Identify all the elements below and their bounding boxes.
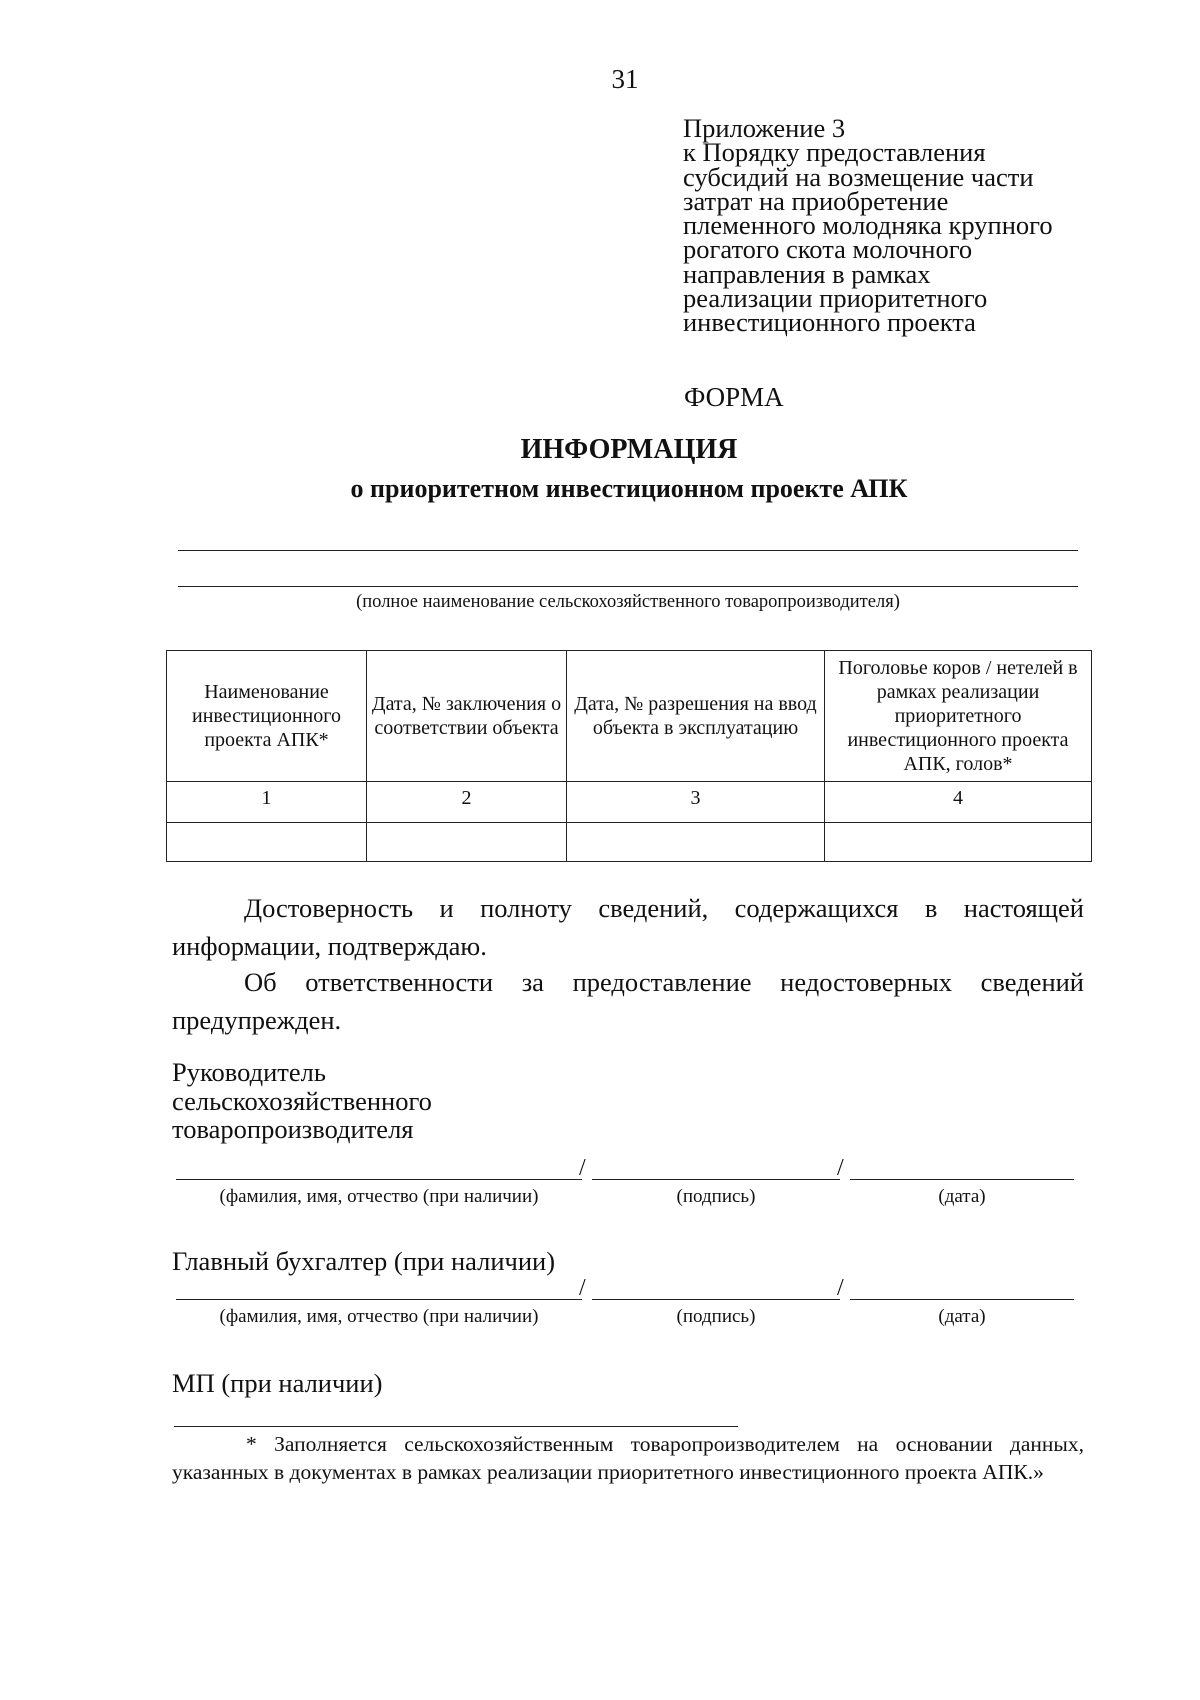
- responsibility-paragraph: [172, 963, 1084, 1039]
- table-input-cell[interactable]: [367, 823, 567, 862]
- producer-name-line-1[interactable]: [178, 550, 1078, 551]
- separator: /: [837, 1155, 844, 1181]
- table-number-cell: 1: [167, 782, 367, 823]
- table-header-cell: Наименование инвестиционного проекта АПК*: [167, 651, 367, 782]
- table-header-cell: Дата, № разрешения на ввод объекта в эксплуатацию: [567, 651, 825, 782]
- appendix-line: субсидий на возмещение части: [683, 161, 1034, 192]
- accountant-signature-field[interactable]: [592, 1275, 840, 1300]
- head-signer-label: [172, 1058, 432, 1144]
- table-input-cell[interactable]: [825, 823, 1092, 862]
- document-title: ИНФОРМАЦИЯ: [520, 434, 738, 465]
- head-name-field[interactable]: [176, 1155, 582, 1180]
- appendix-line: Приложение 3: [683, 113, 846, 143]
- head-signature-row: [176, 1140, 1074, 1180]
- head-signer-line: Руководитель: [172, 1057, 326, 1087]
- footnote: [172, 1431, 1084, 1486]
- appendix-line: племенного молодняка крупного: [683, 210, 1053, 241]
- producer-name-line-2[interactable]: [178, 586, 1078, 587]
- form-label: ФОРМА: [684, 382, 784, 412]
- responsibility-text: Об ответственности за предоставление недостоверных сведений предупрежден.: [172, 967, 1084, 1035]
- separator: /: [579, 1155, 586, 1181]
- appendix-line: инвестиционного проекта: [683, 307, 976, 338]
- appendix-note: [683, 113, 1183, 338]
- page-number: 31: [611, 64, 639, 94]
- accountant-signature-row: [176, 1260, 1074, 1300]
- date-caption: (дата): [938, 1186, 986, 1207]
- table-input-cell[interactable]: [167, 823, 367, 862]
- stamp-label: МП (при наличии): [172, 1368, 383, 1398]
- footnote-text: * Заполняется сельскохозяйственным товаропроизводителем на основании данных, указанных в документах в рамках реализации приоритетного инвестиционного проекта АПК.»: [172, 1432, 1084, 1484]
- table-row: [167, 823, 1092, 862]
- head-date-field[interactable]: [850, 1155, 1074, 1180]
- table-header-cell: Дата, № заключения о соответствии объекта: [367, 651, 567, 782]
- table-number-cell: 3: [567, 782, 825, 823]
- table-number-cell: 2: [367, 782, 567, 823]
- name-caption: (фамилия, имя, отчество (при наличии): [219, 1306, 539, 1327]
- appendix-line: к Порядку предоставления: [683, 137, 986, 168]
- accountant-date-field[interactable]: [850, 1275, 1074, 1300]
- appendix-line: реализации приоритетного: [683, 283, 988, 314]
- appendix-line: затрат на приобретение: [683, 185, 949, 216]
- appendix-line: рогатого скота молочного: [683, 234, 973, 265]
- accountant-label: Главный бухгалтер (при наличии): [172, 1246, 556, 1276]
- name-caption: (фамилия, имя, отчество (при наличии): [219, 1186, 539, 1207]
- certification-text: Достоверность и полноту сведений, содержащихся в настоящей информации, подтверждаю.: [172, 893, 1084, 961]
- table-header-cell: Поголовье коров / нетелей в рамках реализации приоритетного инвестиционного проекта АПК, голов*: [825, 651, 1092, 782]
- head-signature-field[interactable]: [592, 1155, 840, 1180]
- table-number-row: [167, 782, 1092, 823]
- separator: /: [579, 1275, 586, 1301]
- date-caption: (дата): [938, 1306, 986, 1327]
- document-subtitle: о приоритетном инвестиционном проекте АПК: [350, 474, 908, 503]
- table-input-cell[interactable]: [567, 823, 825, 862]
- separator: /: [837, 1275, 844, 1301]
- producer-name-caption: (полное наименование сельскохозяйственного товаропроизводителя): [356, 592, 900, 612]
- head-signer-line: товаропроизводителя: [172, 1114, 414, 1144]
- appendix-line: направления в рамках: [683, 258, 931, 289]
- accountant-name-field[interactable]: [176, 1275, 582, 1300]
- signature-caption: (подпись): [676, 1186, 756, 1207]
- head-signer-line: сельскохозяйственного: [172, 1085, 432, 1116]
- signature-caption: (подпись): [676, 1306, 756, 1327]
- table-header-row: [167, 651, 1092, 782]
- certification-paragraph: [172, 889, 1084, 965]
- footnote-divider: [174, 1426, 738, 1427]
- table-number-cell: 4: [825, 782, 1092, 823]
- project-info-table: [166, 650, 1092, 862]
